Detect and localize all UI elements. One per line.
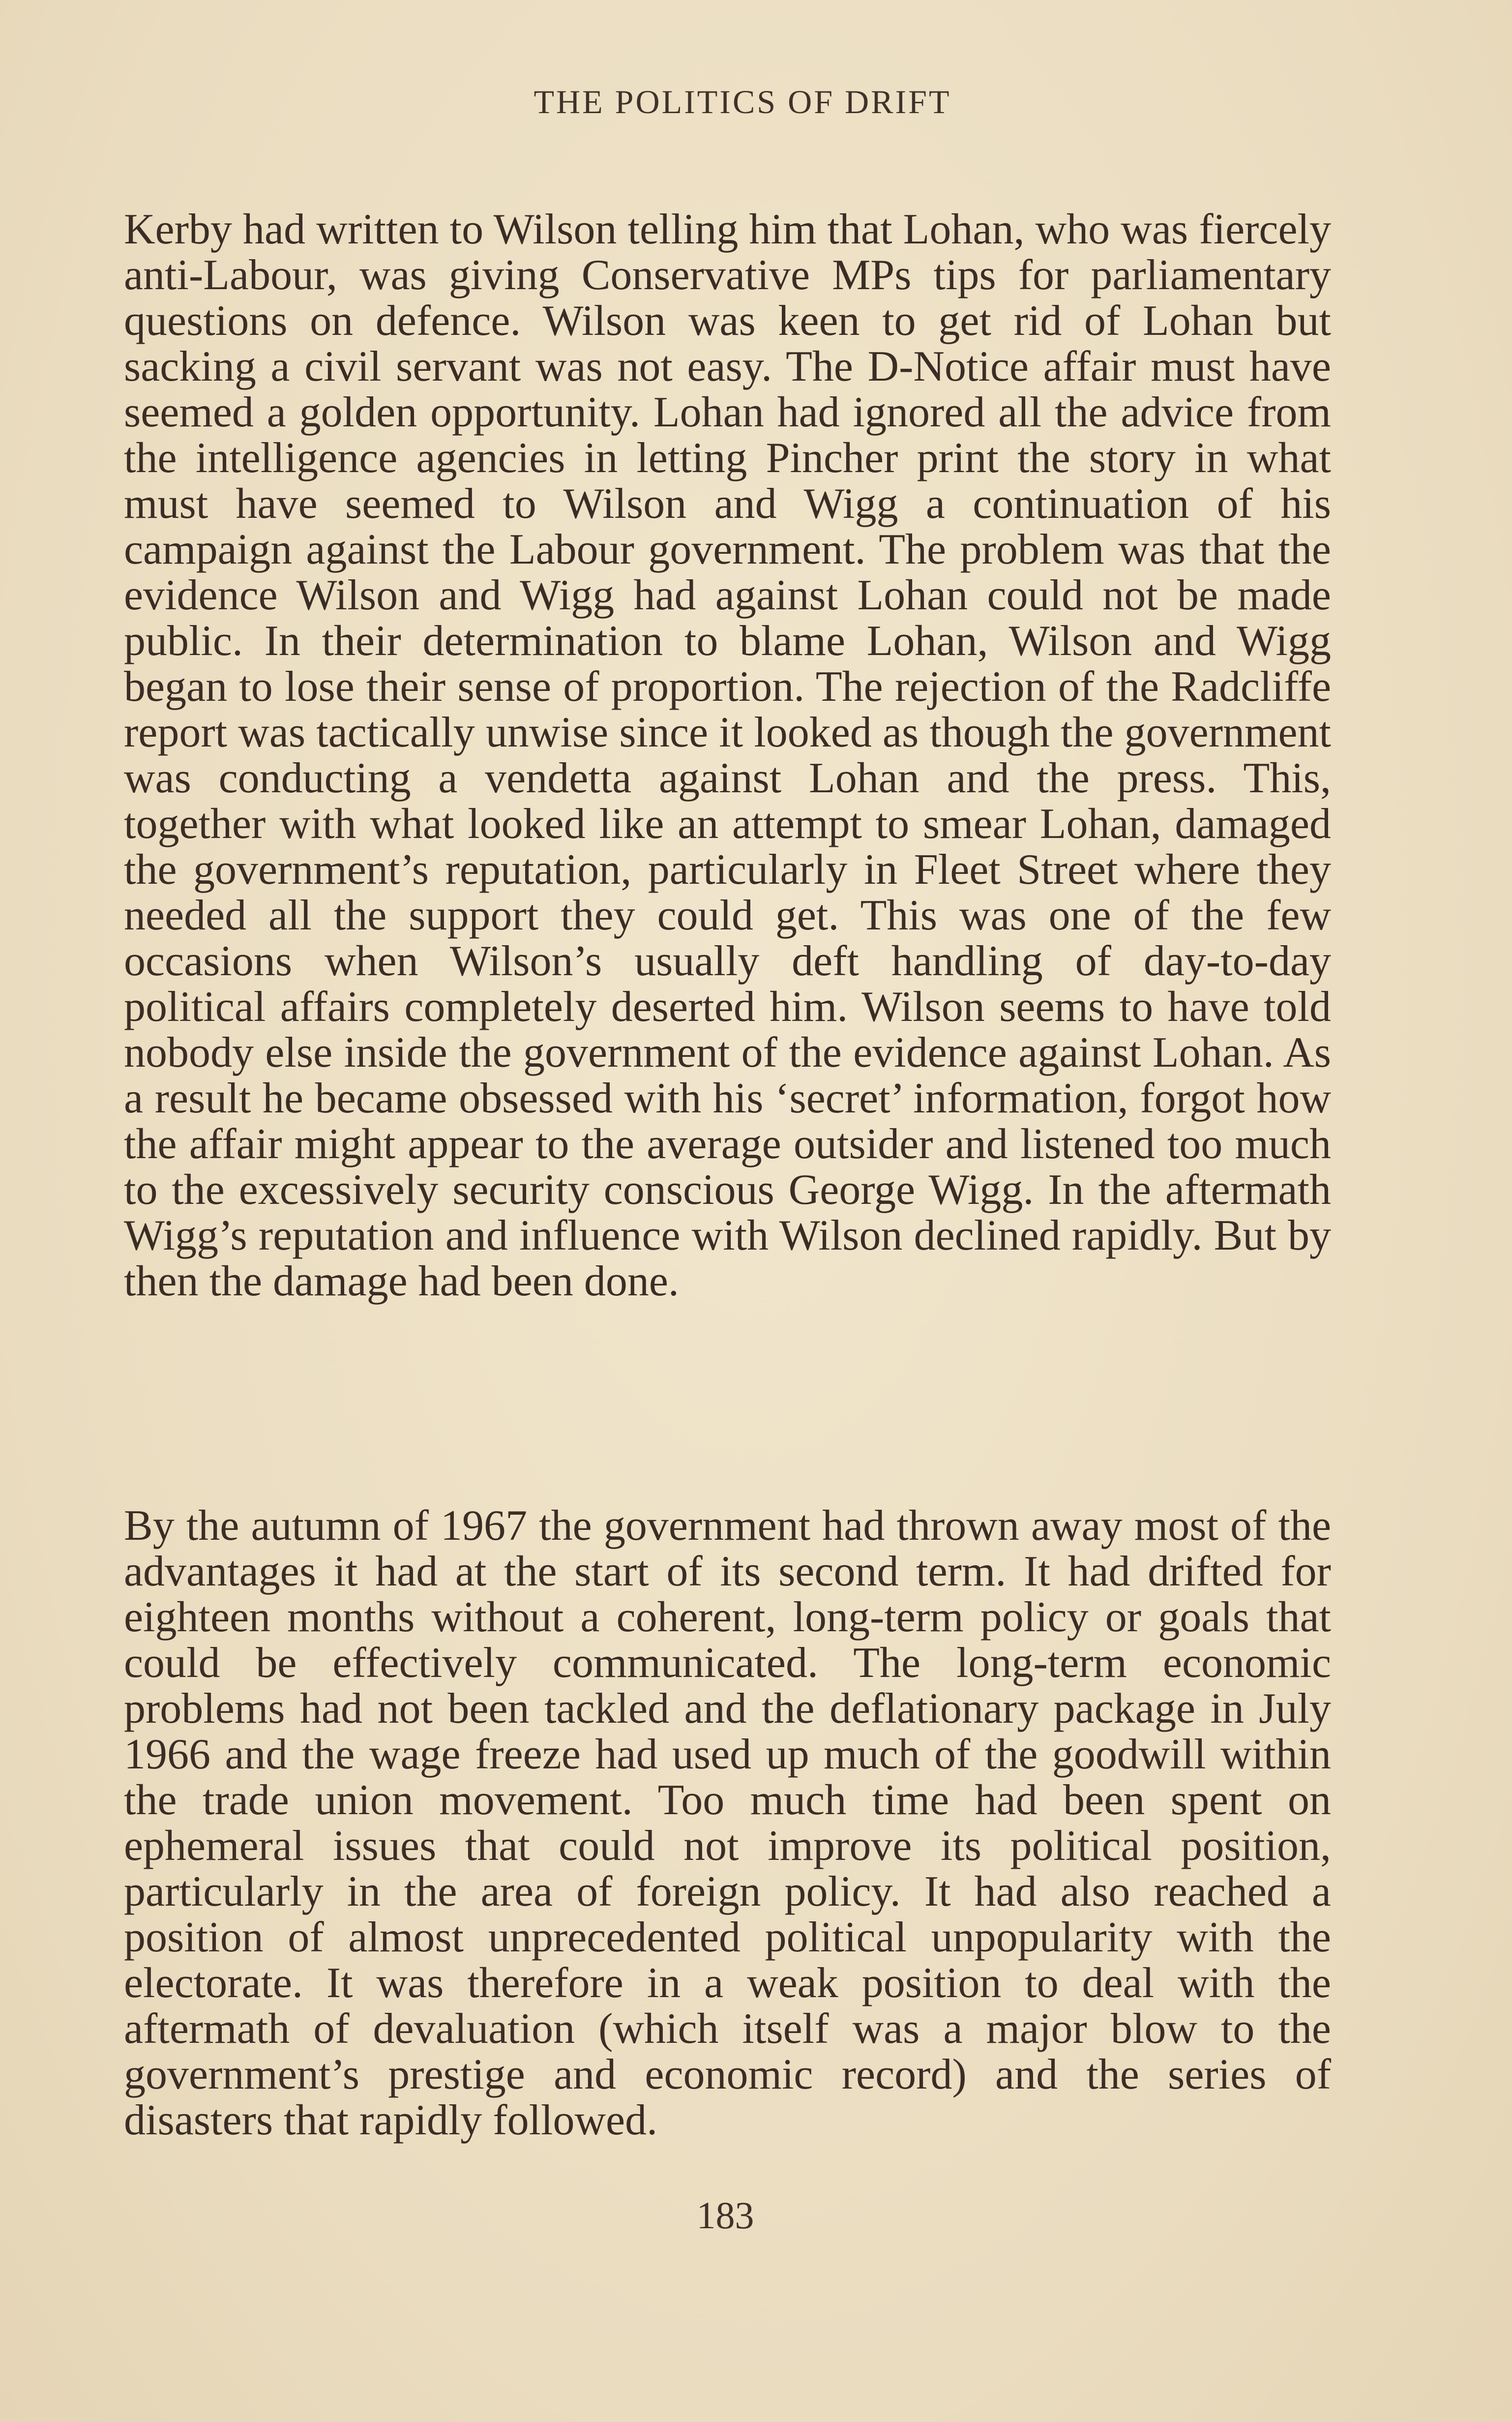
- body-paragraph: Kerby had written to Wilson telling him that Lohan, who was fiercely anti-Labour, was giving Conservative MPs tips for parliamentary questions on defence. Wilson was keen to get rid of Lohan but sacking a civil servant was not easy. The D-Notice affair must have seemed a golden opportunity. Lohan had ignored all the advice from the intelligence agencies in letting Pincher print the story in what must have seemed to Wilson and Wigg a continuation of his campaign against the Labour government. The problem was that the evidence Wilson and Wigg had against Lohan could not be made public. In their determination to blame Lohan, Wilson and Wigg began to lose their sense of proportion. The rejection of the Radcliffe report was tactically unwise since it looked as though the government was conducting a vendetta against Lohan and the press. This, together with what looked like an attempt to smear Lohan, damaged the government’s reputation, particularly in Fleet Street where they needed all the support they could get. This was one of the few occasions when Wilson’s usually deft handling of day-to-day political affairs completely deserted him. Wilson seems to have told nobody else inside the government of the evidence against Lohan. As a result he became obsessed with his ‘secret’ information, forgot how the affair might appear to the average outsider and listened too much to the excessively security conscious George Wigg. In the aftermath Wigg’s reputation and influence with Wilson declined rapidly. But by then the damage had been done.: [124, 206, 1331, 1305]
- page-number: 183: [696, 2194, 754, 2237]
- running-head-title: THE POLITICS OF DRIFT: [534, 83, 951, 120]
- body-paragraph: By the autumn of 1967 the government had thrown away most of the advantages it had at the start of its second term. It had drifted for eighteen months without a coherent, long-term policy or goals that could be effectively communicated. The long-term economic problems had not been tackled and the deflationary package in July 1966 and the wage freeze had used up much of the goodwill within the trade union movement. Too much time had been spent on ephemeral issues that could not improve its political position, particularly in the area of foreign policy. It had also reached a position of almost unprecedented political unpopularity with the electorate. It was therefore in a weak position to deal with the aftermath of devaluation (which itself was a major blow to the government’s prestige and economic record) and the series of disasters that rapidly followed.: [124, 1502, 1331, 2144]
